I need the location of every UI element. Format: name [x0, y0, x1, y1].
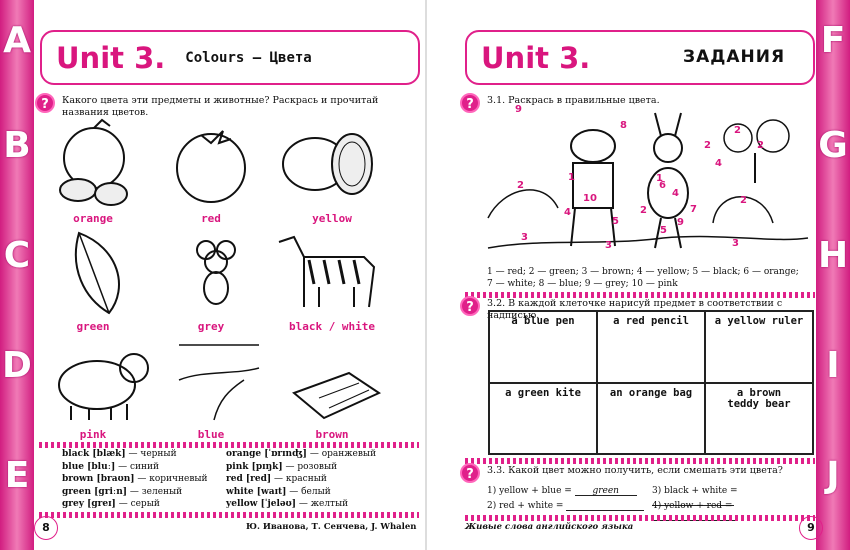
question-icon: ? — [35, 93, 55, 113]
left-page — [34, 0, 425, 550]
question-icon: ? — [460, 93, 480, 113]
edge-letter: J — [826, 455, 840, 496]
scene-number: 3 — [732, 238, 739, 249]
vocab-translation: — коричневый — [137, 474, 208, 484]
vocab-word: blue [bluː] — [62, 461, 116, 472]
zebra-drawing — [274, 232, 384, 312]
scene-number: 4 — [564, 207, 571, 218]
leaf-drawing — [64, 228, 134, 318]
mix-item — [487, 501, 644, 511]
question-icon: ? — [460, 463, 480, 483]
edge-letter: C — [3, 235, 31, 276]
mix-label: 1) yellow + blue = — [487, 486, 572, 496]
vocab-item — [62, 498, 208, 511]
vocab-word: green [griːn] — [62, 486, 127, 497]
edge-letter: B — [3, 125, 31, 166]
vocab-translation: — розовый — [285, 461, 338, 472]
vocab-word: brown [braʊn] — [62, 474, 135, 484]
task-text: 3.2. В каждой клеточке нарисуй предмет в соответствии с надписью. — [487, 298, 783, 321]
vocab-translation: — серый — [118, 499, 160, 509]
scene-number: 7 — [690, 204, 697, 215]
caption-green: green — [76, 320, 110, 333]
vocab-word: pink [pɪŋk] — [226, 461, 283, 472]
chocolate-drawing — [289, 368, 384, 423]
unit-title: Unit 3. — [56, 40, 166, 75]
grid-cell[interactable]: a brown teddy bear — [705, 383, 813, 455]
task-3-1 — [466, 95, 660, 112]
vocab-word: orange [ˈɒrɪnʤ] — [226, 449, 307, 459]
vocab-word: white [waɪt] — [226, 486, 287, 497]
vocab-item — [226, 473, 376, 486]
caption-brown: brown — [315, 428, 349, 441]
edge-letter: D — [2, 345, 32, 386]
color-by-number-scene — [483, 108, 813, 258]
scene-number: 9 — [515, 104, 522, 115]
edge-letter: F — [820, 20, 846, 61]
vocab-translation: — синий — [118, 461, 159, 472]
unit-subtitle: Colours — Цвета — [185, 49, 312, 66]
unit-title: Unit 3. — [481, 40, 591, 75]
scene-number: 5 — [612, 216, 619, 227]
edge-letter: I — [826, 345, 840, 386]
mix-item — [487, 486, 637, 496]
drawing-grid — [488, 310, 814, 455]
answer-blank[interactable] — [566, 501, 644, 511]
caption-grey: grey — [197, 320, 225, 333]
mix-label: 2) red + white = — [487, 501, 564, 511]
color-legend — [487, 266, 799, 290]
task-text: 3.3. Какой цвет можно получить, если смешать эти цвета? — [487, 465, 783, 476]
scene-number: 2 — [704, 140, 711, 151]
scene-number: 6 — [659, 180, 666, 191]
grid-cell[interactable]: a green kite — [489, 383, 597, 455]
scene-number: 3 — [605, 240, 612, 251]
scene-number: 2 — [640, 205, 647, 216]
scene-number: 2 — [734, 125, 741, 136]
vocab-list-right — [226, 448, 376, 511]
legend-line: 7 — white; 8 — blue; 9 — grey; 10 — pink — [487, 279, 678, 289]
scene-number: 1 — [568, 172, 575, 183]
mix-label: 4) yellow + red = — [652, 501, 733, 511]
question-icon: ? — [460, 296, 480, 316]
mouse-drawing — [184, 238, 244, 313]
landscape-drawing — [174, 340, 264, 425]
vocab-item — [226, 486, 376, 499]
scene-number: 4 — [672, 188, 679, 199]
caption-blue: blue — [197, 428, 225, 441]
task-text: Какого цвета эти предметы и животные? Раскрась и прочитай названия цветов. — [62, 95, 379, 118]
vocab-item — [62, 473, 208, 486]
divider — [465, 458, 815, 464]
book-title-footer: Живые слова английского языка — [465, 522, 634, 532]
grid-cell[interactable]: a red pencil — [597, 311, 705, 383]
vocab-translation: — черный — [128, 449, 177, 459]
vocab-item — [62, 486, 208, 499]
vocab-word: red [red] — [226, 474, 272, 484]
vocab-translation: — оранжевый — [309, 449, 377, 459]
scene-number: 2 — [757, 140, 764, 151]
tomato-drawing — [171, 125, 251, 205]
caption-pink: pink — [79, 428, 107, 441]
orange-drawing — [56, 118, 136, 208]
caption-yellow: yellow — [312, 212, 352, 225]
scene-number: 9 — [677, 217, 684, 228]
page-number: 8 — [34, 516, 58, 540]
vocab-translation: — красный — [274, 474, 327, 484]
scene-number: 8 — [620, 120, 627, 131]
vocab-word: grey [greɪ] — [62, 499, 116, 509]
pig-drawing — [49, 340, 154, 425]
vocab-list-left — [62, 448, 208, 511]
right-edge-alphabet — [816, 0, 850, 550]
answer-blank[interactable]: green — [575, 486, 637, 496]
authors: Ю. Иванова, Т. Сенчева, J. Whalen — [246, 522, 417, 532]
mix-label: 3) black + white = — [652, 486, 738, 496]
unit-subtitle: ЗАДАНИЯ — [683, 47, 786, 67]
vocab-item — [62, 448, 208, 461]
scene-number: 10 — [583, 193, 597, 204]
vocab-item — [226, 498, 376, 511]
edge-letter: G — [818, 125, 848, 166]
vocab-word: black [blæk] — [62, 449, 126, 459]
scene-number: 2 — [740, 195, 747, 206]
page-number: 9 — [799, 516, 823, 540]
grid-cell[interactable]: an orange bag — [597, 383, 705, 455]
vocab-translation: — белый — [289, 486, 331, 497]
vocab-item — [226, 461, 376, 474]
edge-letter: A — [3, 20, 31, 61]
vocab-word: yellow [ˈjeləʊ] — [226, 499, 296, 509]
vocab-item — [62, 461, 208, 474]
caption-red: red — [201, 212, 221, 225]
vocab-translation: — зеленый — [129, 486, 183, 497]
task-colours — [41, 95, 392, 119]
scene-number: 5 — [660, 225, 667, 236]
right-page — [427, 0, 816, 550]
edge-letter: E — [4, 455, 30, 496]
divider — [465, 515, 815, 521]
task-3-3 — [466, 465, 783, 482]
scene-number: 1 — [656, 173, 663, 184]
grid-cell[interactable]: a blue pen — [489, 311, 597, 383]
legend-line: 1 — red; 2 — green; 3 — brown; 4 — yellow; 5 — black; 6 — orange; — [487, 267, 799, 277]
scene-number: 3 — [521, 232, 528, 243]
lemon-drawing — [280, 128, 375, 203]
unit-banner — [40, 30, 420, 85]
caption-orange: orange — [73, 212, 113, 225]
divider — [39, 512, 419, 518]
caption-black-white: black / white — [288, 320, 376, 333]
vocab-item — [226, 448, 376, 461]
vocab-translation: — желтый — [298, 499, 349, 509]
left-edge-alphabet — [0, 0, 34, 550]
edge-letter: H — [818, 235, 849, 276]
task-text: 3.1. Раскрась в правильные цвета. — [487, 95, 660, 106]
scene-number: 2 — [517, 180, 524, 191]
unit-banner — [465, 30, 815, 85]
grid-cell[interactable]: a yellow ruler — [705, 311, 813, 383]
scene-number: 4 — [715, 158, 722, 169]
